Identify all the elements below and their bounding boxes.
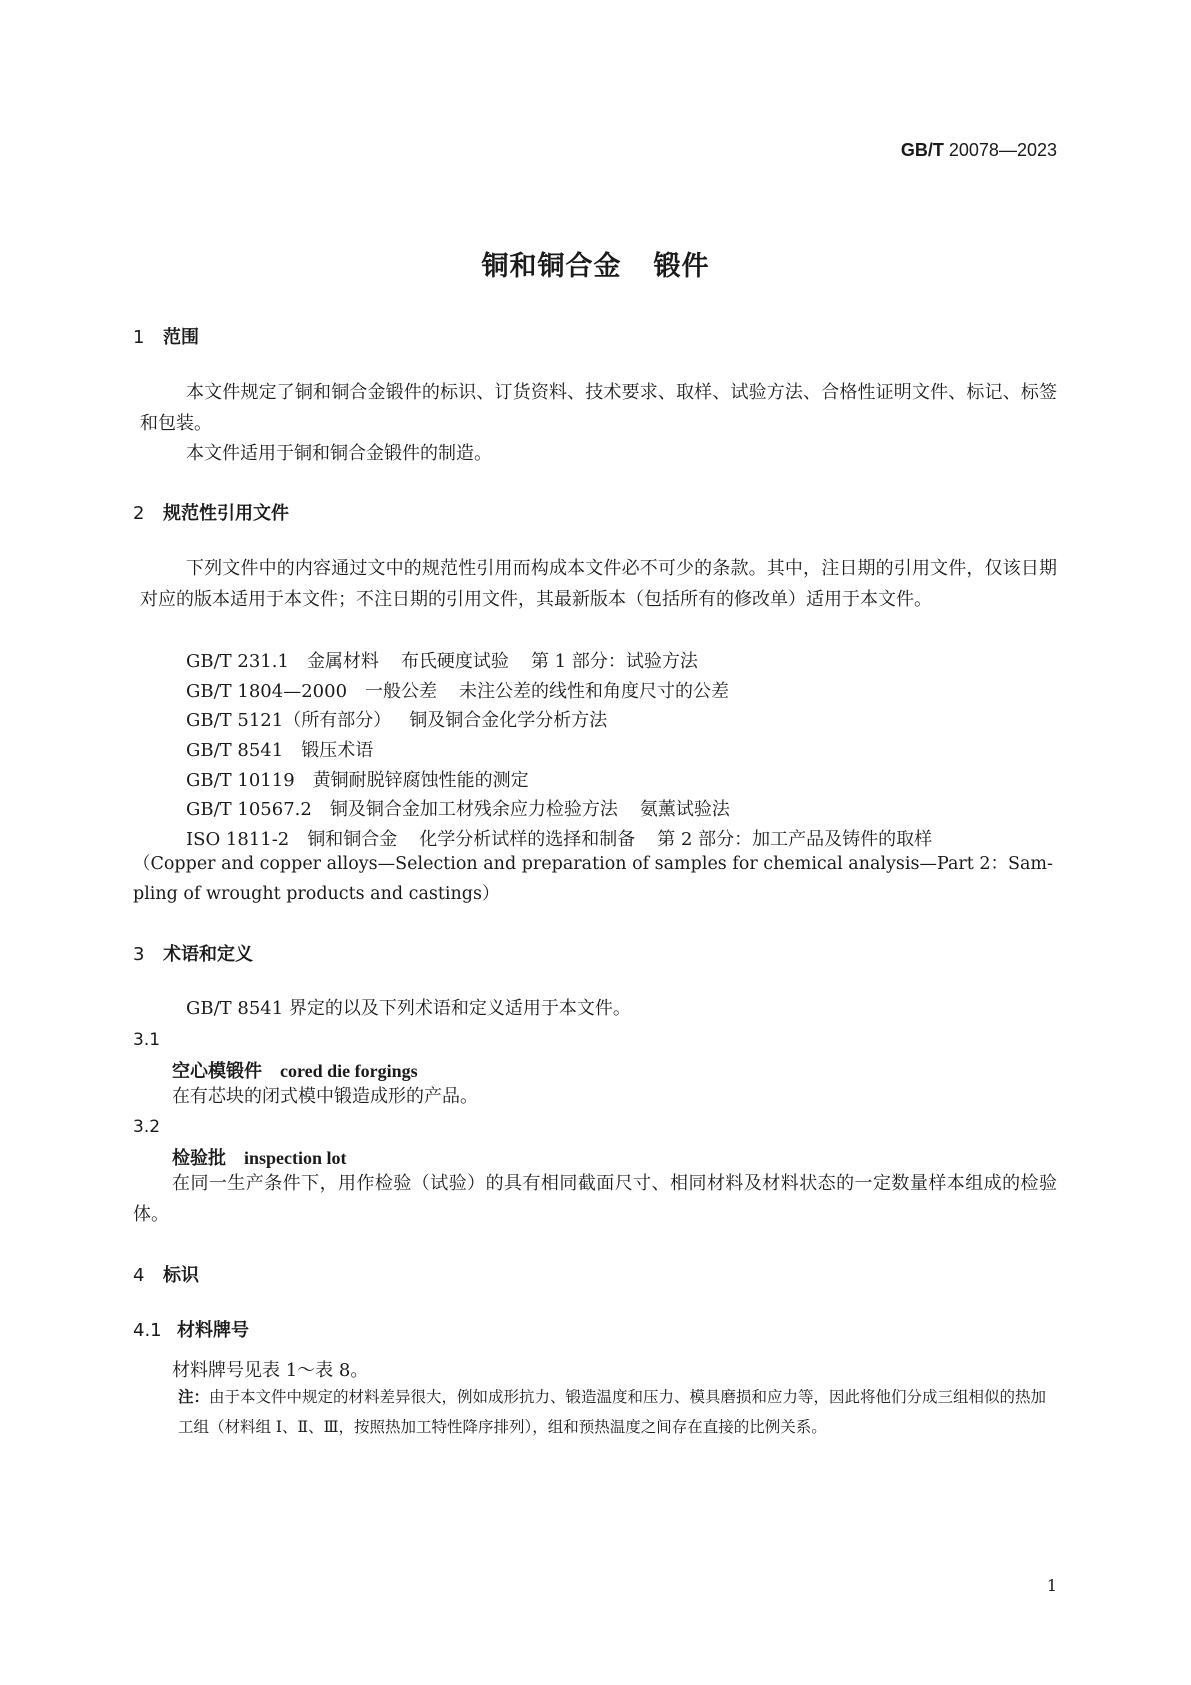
section-4-heading bbox=[133, 1261, 199, 1287]
note bbox=[178, 1382, 1058, 1442]
term-number: 3.1 bbox=[133, 1030, 161, 1050]
page-number: 1 bbox=[1046, 1576, 1057, 1595]
section-2-intro: 下列文件中的内容通过文中的规范性引用而构成本文件必不可少的条款。其中，注日期的引用文件，仅该日期对应的版本适用于本文件；不注日期的引用文件，其最新版本（包括所有的修改单）适用于本文件。 bbox=[140, 558, 1057, 610]
section-1-paragraph-1: 本文件规定了铜和铜合金锻件的标识、订货资料、技术要求、取样、试验方法、合格性证明文件、标记、标签和包装。 bbox=[140, 382, 1057, 434]
term-heading bbox=[172, 1057, 418, 1083]
subsection-4-1-heading bbox=[133, 1316, 249, 1342]
section-number: 1 bbox=[133, 327, 145, 348]
term-definition: 在有芯块的闭式模中锻造成形的产品。 bbox=[172, 1086, 478, 1107]
reference-item bbox=[186, 706, 607, 732]
reference-code: GB/T 10119 bbox=[186, 770, 295, 791]
document-title bbox=[0, 244, 1191, 283]
reference-code: GB/T 231.1 bbox=[186, 651, 289, 672]
reference-title: 第 2 部分：加工产品及铸件的取样 bbox=[657, 829, 933, 850]
term-en: cored die forgings bbox=[280, 1061, 418, 1081]
reference-item-iso bbox=[186, 825, 932, 851]
standard-code bbox=[0, 140, 1057, 161]
reference-iso-english-line-2: pling of wrought products and castings） bbox=[133, 884, 500, 904]
reference-code: GB/T 10567.2 bbox=[186, 799, 312, 820]
reference-title: 金属材料 bbox=[306, 651, 379, 672]
reference-item bbox=[186, 736, 373, 762]
section-title: 范围 bbox=[163, 327, 199, 348]
note-label: 注： bbox=[178, 1388, 210, 1406]
note-text: 由于本文件中规定的材料差异很大，例如成形抗力、锻造温度和压力、模具磨损和应力等，因此将他们分成三组相似的热加工组（材料组 Ⅰ、Ⅱ、Ⅲ，按照热加工特性降序排列），组和预热温度之间存在直接的比例关系。 bbox=[178, 1388, 1047, 1436]
standard-prefix: GB/T bbox=[900, 140, 944, 160]
reference-item bbox=[186, 647, 698, 673]
section-number: 4 bbox=[133, 1265, 145, 1286]
reference-title: 一般公差 bbox=[365, 681, 438, 702]
term-zh: 空心模锻件 bbox=[172, 1061, 262, 1082]
section-title: 术语和定义 bbox=[163, 944, 253, 965]
reference-title: 锻压术语 bbox=[301, 740, 374, 761]
reference-item bbox=[186, 795, 730, 821]
reference-title: 未注公差的线性和角度尺寸的公差 bbox=[459, 681, 730, 702]
subsection-4-1-text: 材料牌号见表 1～表 8。 bbox=[172, 1360, 369, 1381]
reference-title: 化学分析试样的选择和制备 bbox=[419, 829, 636, 850]
reference-title: 铜及铜合金化学分析方法 bbox=[409, 710, 608, 731]
standard-number: 20078—2023 bbox=[948, 140, 1057, 160]
reference-item bbox=[186, 766, 529, 792]
section-1-paragraph-2: 本文件适用于铜和铜合金锻件的制造。 bbox=[186, 443, 492, 464]
term-heading bbox=[172, 1144, 347, 1170]
reference-title: 铜和铜合金 bbox=[307, 829, 398, 850]
section-number: 3 bbox=[133, 944, 145, 965]
reference-code: GB/T 5121（所有部分） bbox=[186, 710, 392, 731]
reference-title: 铜及铜合金加工材残余应力检验方法 bbox=[329, 799, 618, 820]
section-1-heading bbox=[133, 323, 199, 349]
section-3-intro: GB/T 8541 界定的以及下列术语和定义适用于本文件。 bbox=[186, 998, 631, 1019]
reference-title: 氨薰试验法 bbox=[639, 799, 730, 820]
title-part-1: 铜和铜合金 bbox=[481, 251, 622, 282]
reference-title: 第 1 部分：试验方法 bbox=[530, 651, 698, 672]
section-3-heading bbox=[133, 940, 253, 966]
section-2-heading bbox=[133, 499, 289, 525]
reference-code: ISO 1811-2 bbox=[186, 829, 290, 850]
section-title: 规范性引用文件 bbox=[163, 503, 289, 524]
term-definition: 在同一生产条件下，用作检验（试验）的具有相同截面尺寸、相同材料及材料状态的一定数量样本组成的检验体。 bbox=[133, 1173, 1057, 1225]
reference-title: 黄铜耐脱锌腐蚀性能的测定 bbox=[312, 770, 529, 791]
title-part-2: 锻件 bbox=[653, 251, 710, 282]
reference-code: GB/T 8541 bbox=[186, 740, 284, 761]
subsection-title: 材料牌号 bbox=[177, 1320, 249, 1341]
subsection-number: 4.1 bbox=[133, 1320, 162, 1341]
reference-code: GB/T 1804—2000 bbox=[186, 681, 348, 702]
term-en: inspection lot bbox=[244, 1148, 347, 1168]
section-title: 标识 bbox=[163, 1265, 199, 1286]
term-number: 3.2 bbox=[133, 1117, 161, 1137]
reference-iso-english-line-1: （Copper and copper alloys—Selection and preparation of samples for chemical analysis—Part 2：Sam- bbox=[133, 854, 1053, 874]
reference-item bbox=[186, 677, 729, 703]
reference-title: 布氏硬度试验 bbox=[400, 651, 509, 672]
term-zh: 检验批 bbox=[172, 1148, 226, 1169]
section-number: 2 bbox=[133, 503, 145, 524]
